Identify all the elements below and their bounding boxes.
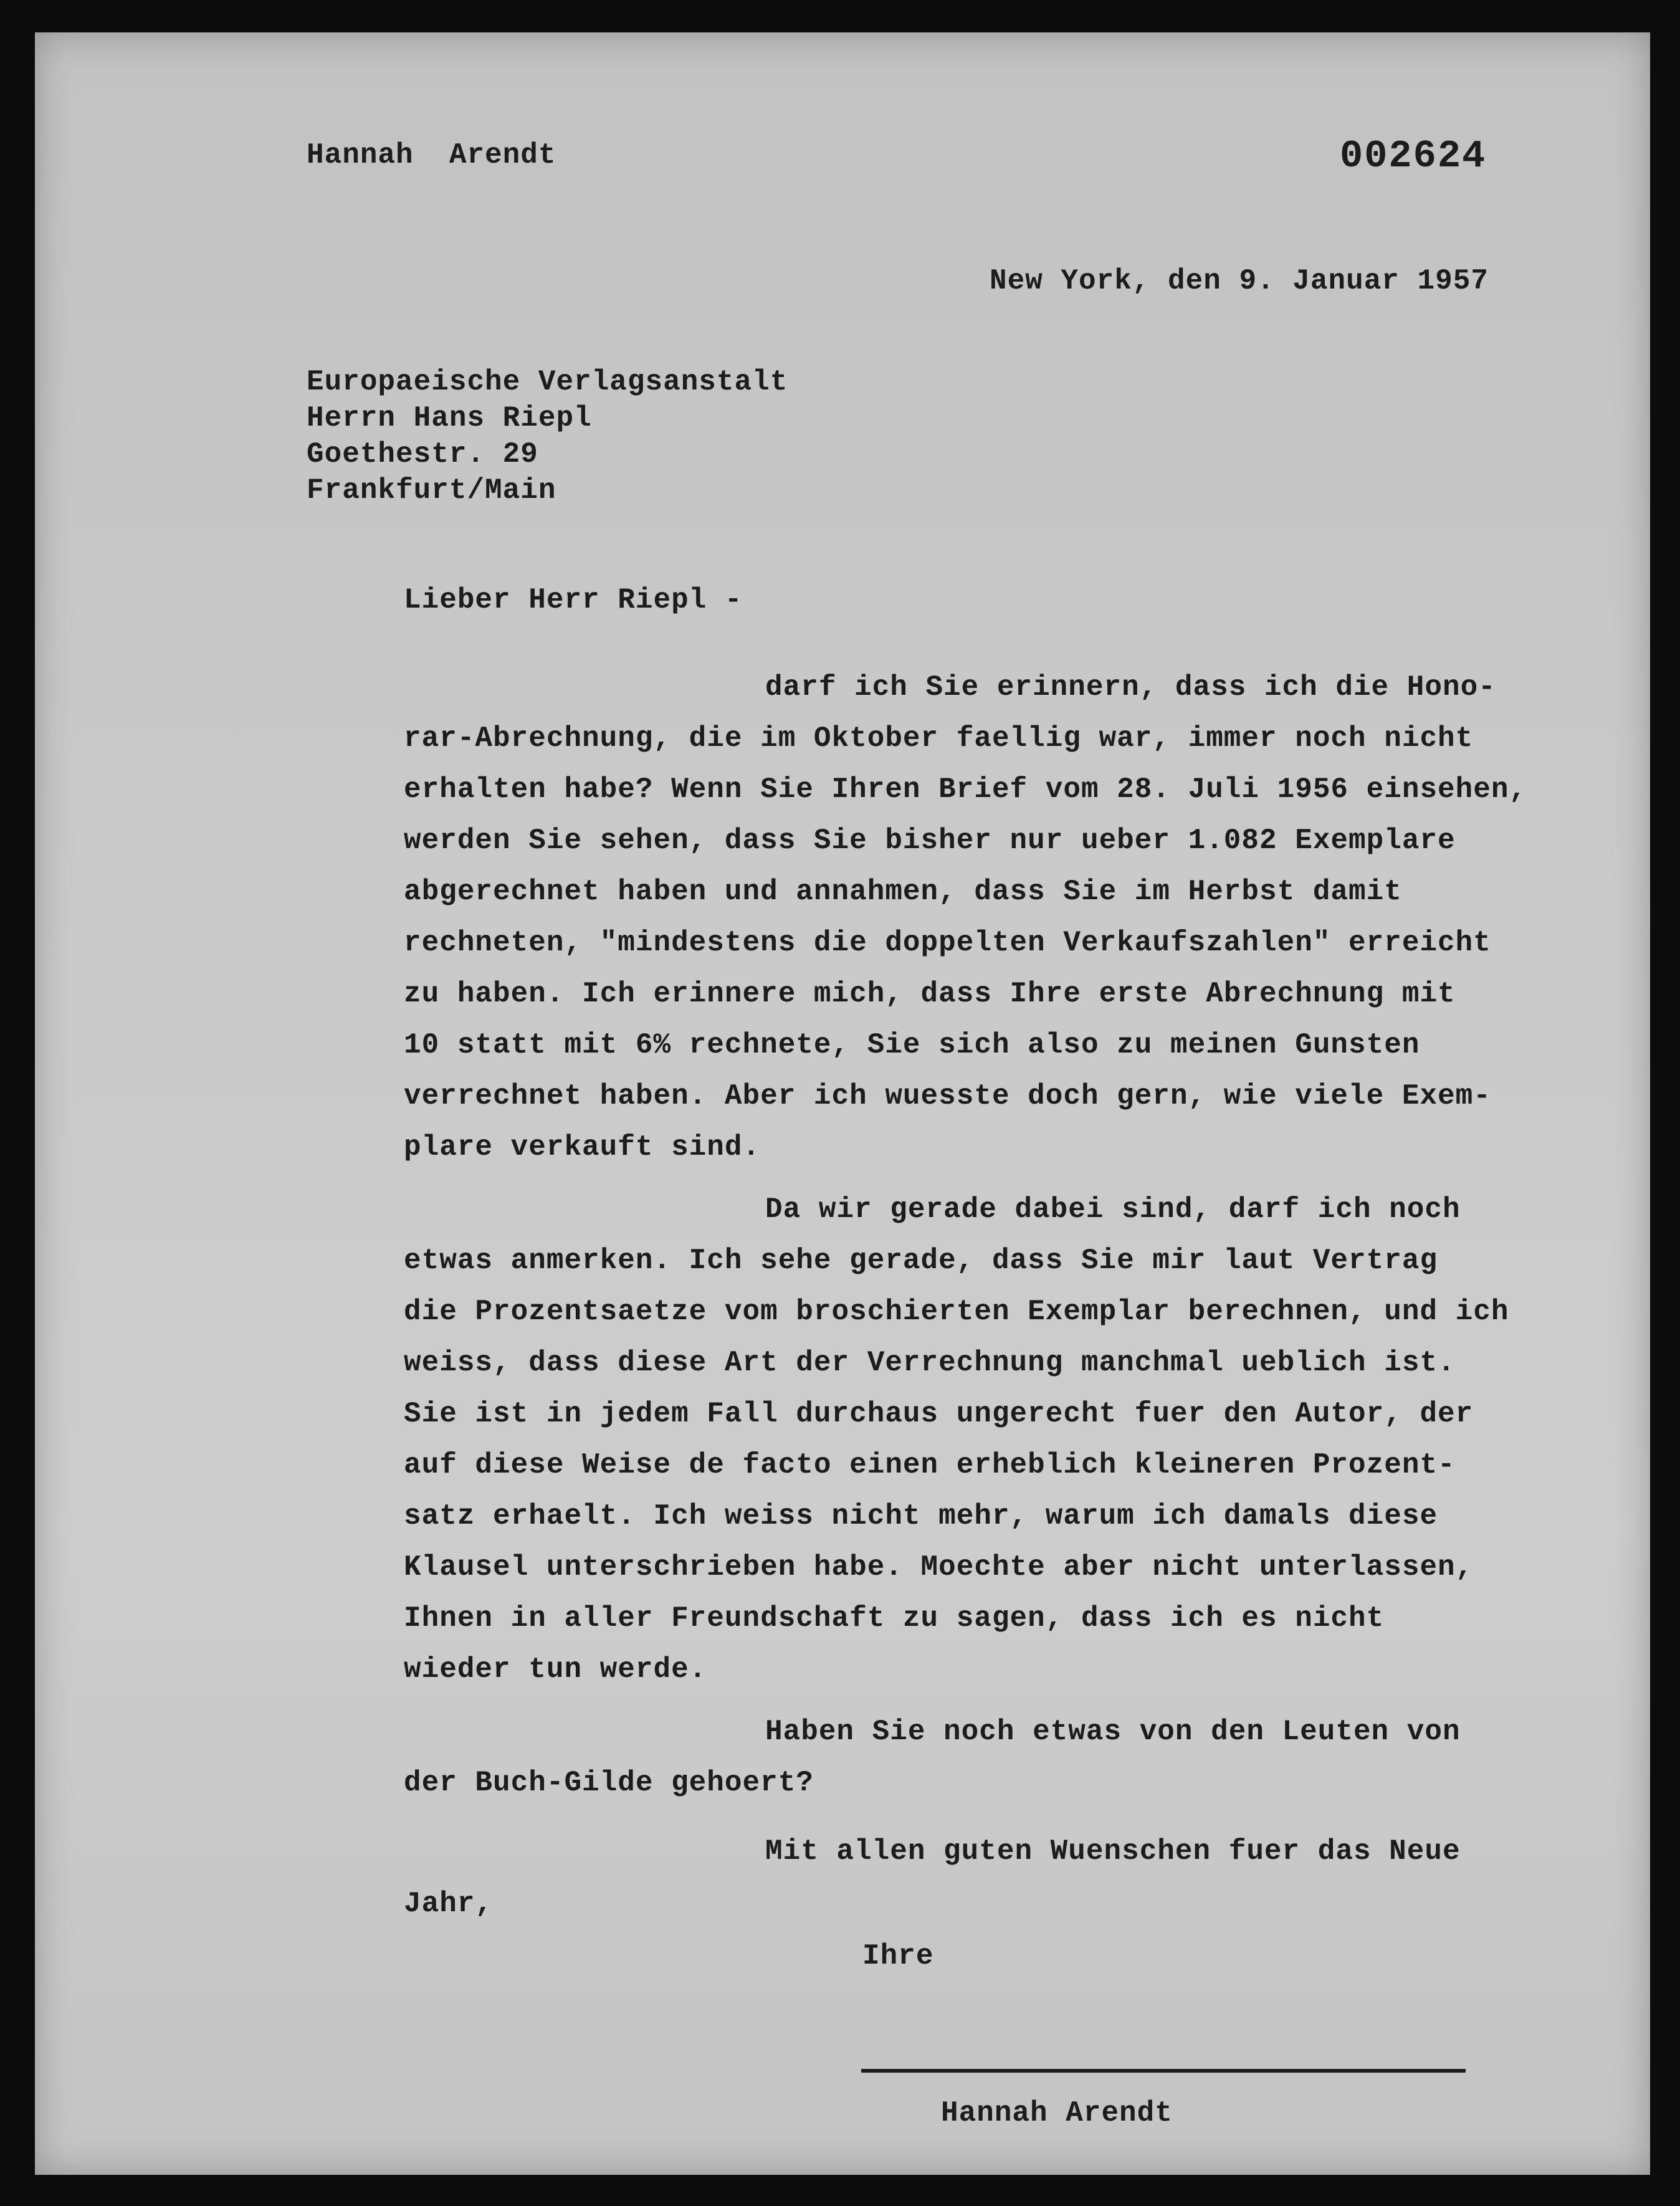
body-line: Ihnen in aller Freundschaft zu sagen, dass ich es nicht xyxy=(404,1602,1385,1635)
body-line: weiss, dass diese Art der Verrechnung manchmal ueblich ist. xyxy=(404,1347,1456,1379)
body-line: wieder tun werde. xyxy=(404,1653,707,1686)
body-line: rar-Abrechnung, die im Oktober faellig war, immer noch nicht xyxy=(404,722,1474,755)
body-line: Klausel unterschrieben habe. Moechte aber nicht unterlassen, xyxy=(404,1551,1474,1583)
body-line: Sie ist in jedem Fall durchaus ungerecht fuer den Autor, der xyxy=(404,1398,1474,1430)
body-line: etwas anmerken. Ich sehe gerade, dass Sie mir laut Vertrag xyxy=(404,1244,1438,1277)
body-line: Haben Sie noch etwas von den Leuten von xyxy=(765,1716,1461,1748)
closing-line: Mit allen guten Wuenschen fuer das Neue xyxy=(765,1835,1461,1868)
body-line: erhalten habe? Wenn Sie Ihren Brief vom 28. Juli 1956 einsehen, xyxy=(404,773,1527,806)
address-line: Goethestr. 29 xyxy=(307,438,538,470)
sender-name: Hannah Arendt xyxy=(307,139,556,171)
body-line: Da wir gerade dabei sind, darf ich noch xyxy=(765,1193,1461,1226)
document-number: 002624 xyxy=(1340,134,1487,178)
body-line: 10 statt mit 6% rechnete, Sie sich also zu meinen Gunsten xyxy=(404,1029,1420,1061)
body-line: die Prozentsaetze vom broschierten Exemplar berechnen, und ich xyxy=(404,1296,1509,1328)
body-line: abgerechnet haben und annahmen, dass Sie im Herbst damit xyxy=(404,876,1402,908)
body-line: darf ich Sie erinnern, dass ich die Hono- xyxy=(765,671,1496,704)
body-line: satz erhaelt. Ich weiss nicht mehr, warum ich damals diese xyxy=(404,1500,1438,1532)
dateline: New York, den 9. Januar 1957 xyxy=(990,265,1489,297)
body-line: rechneten, "mindestens die doppelten Verkaufszahlen" erreicht xyxy=(404,927,1491,959)
address-line: Frankfurt/Main xyxy=(307,474,556,507)
address-line: Herrn Hans Riepl xyxy=(307,402,592,434)
body-line: auf diese Weise de facto einen erheblich kleineren Prozent- xyxy=(404,1449,1456,1481)
body-line: der Buch-Gilde gehoert? xyxy=(404,1767,814,1799)
valediction: Ihre xyxy=(862,1940,934,1972)
signature-line xyxy=(861,2069,1466,2073)
body-line: verrechnet haben. Aber ich wuesste doch gern, wie viele Exem- xyxy=(404,1080,1491,1112)
salutation: Lieber Herr Riepl - xyxy=(404,584,743,616)
body-line: zu haben. Ich erinnere mich, dass Ihre erste Abrechnung mit xyxy=(404,978,1456,1010)
address-line: Europaeische Verlagsanstalt xyxy=(307,366,788,398)
closing-line: Jahr, xyxy=(404,1888,494,1920)
body-line: plare verkauft sind. xyxy=(404,1131,761,1163)
body-line: werden Sie sehen, dass Sie bisher nur ueber 1.082 Exemplare xyxy=(404,824,1456,857)
signature-name: Hannah Arendt xyxy=(941,2097,1173,2129)
